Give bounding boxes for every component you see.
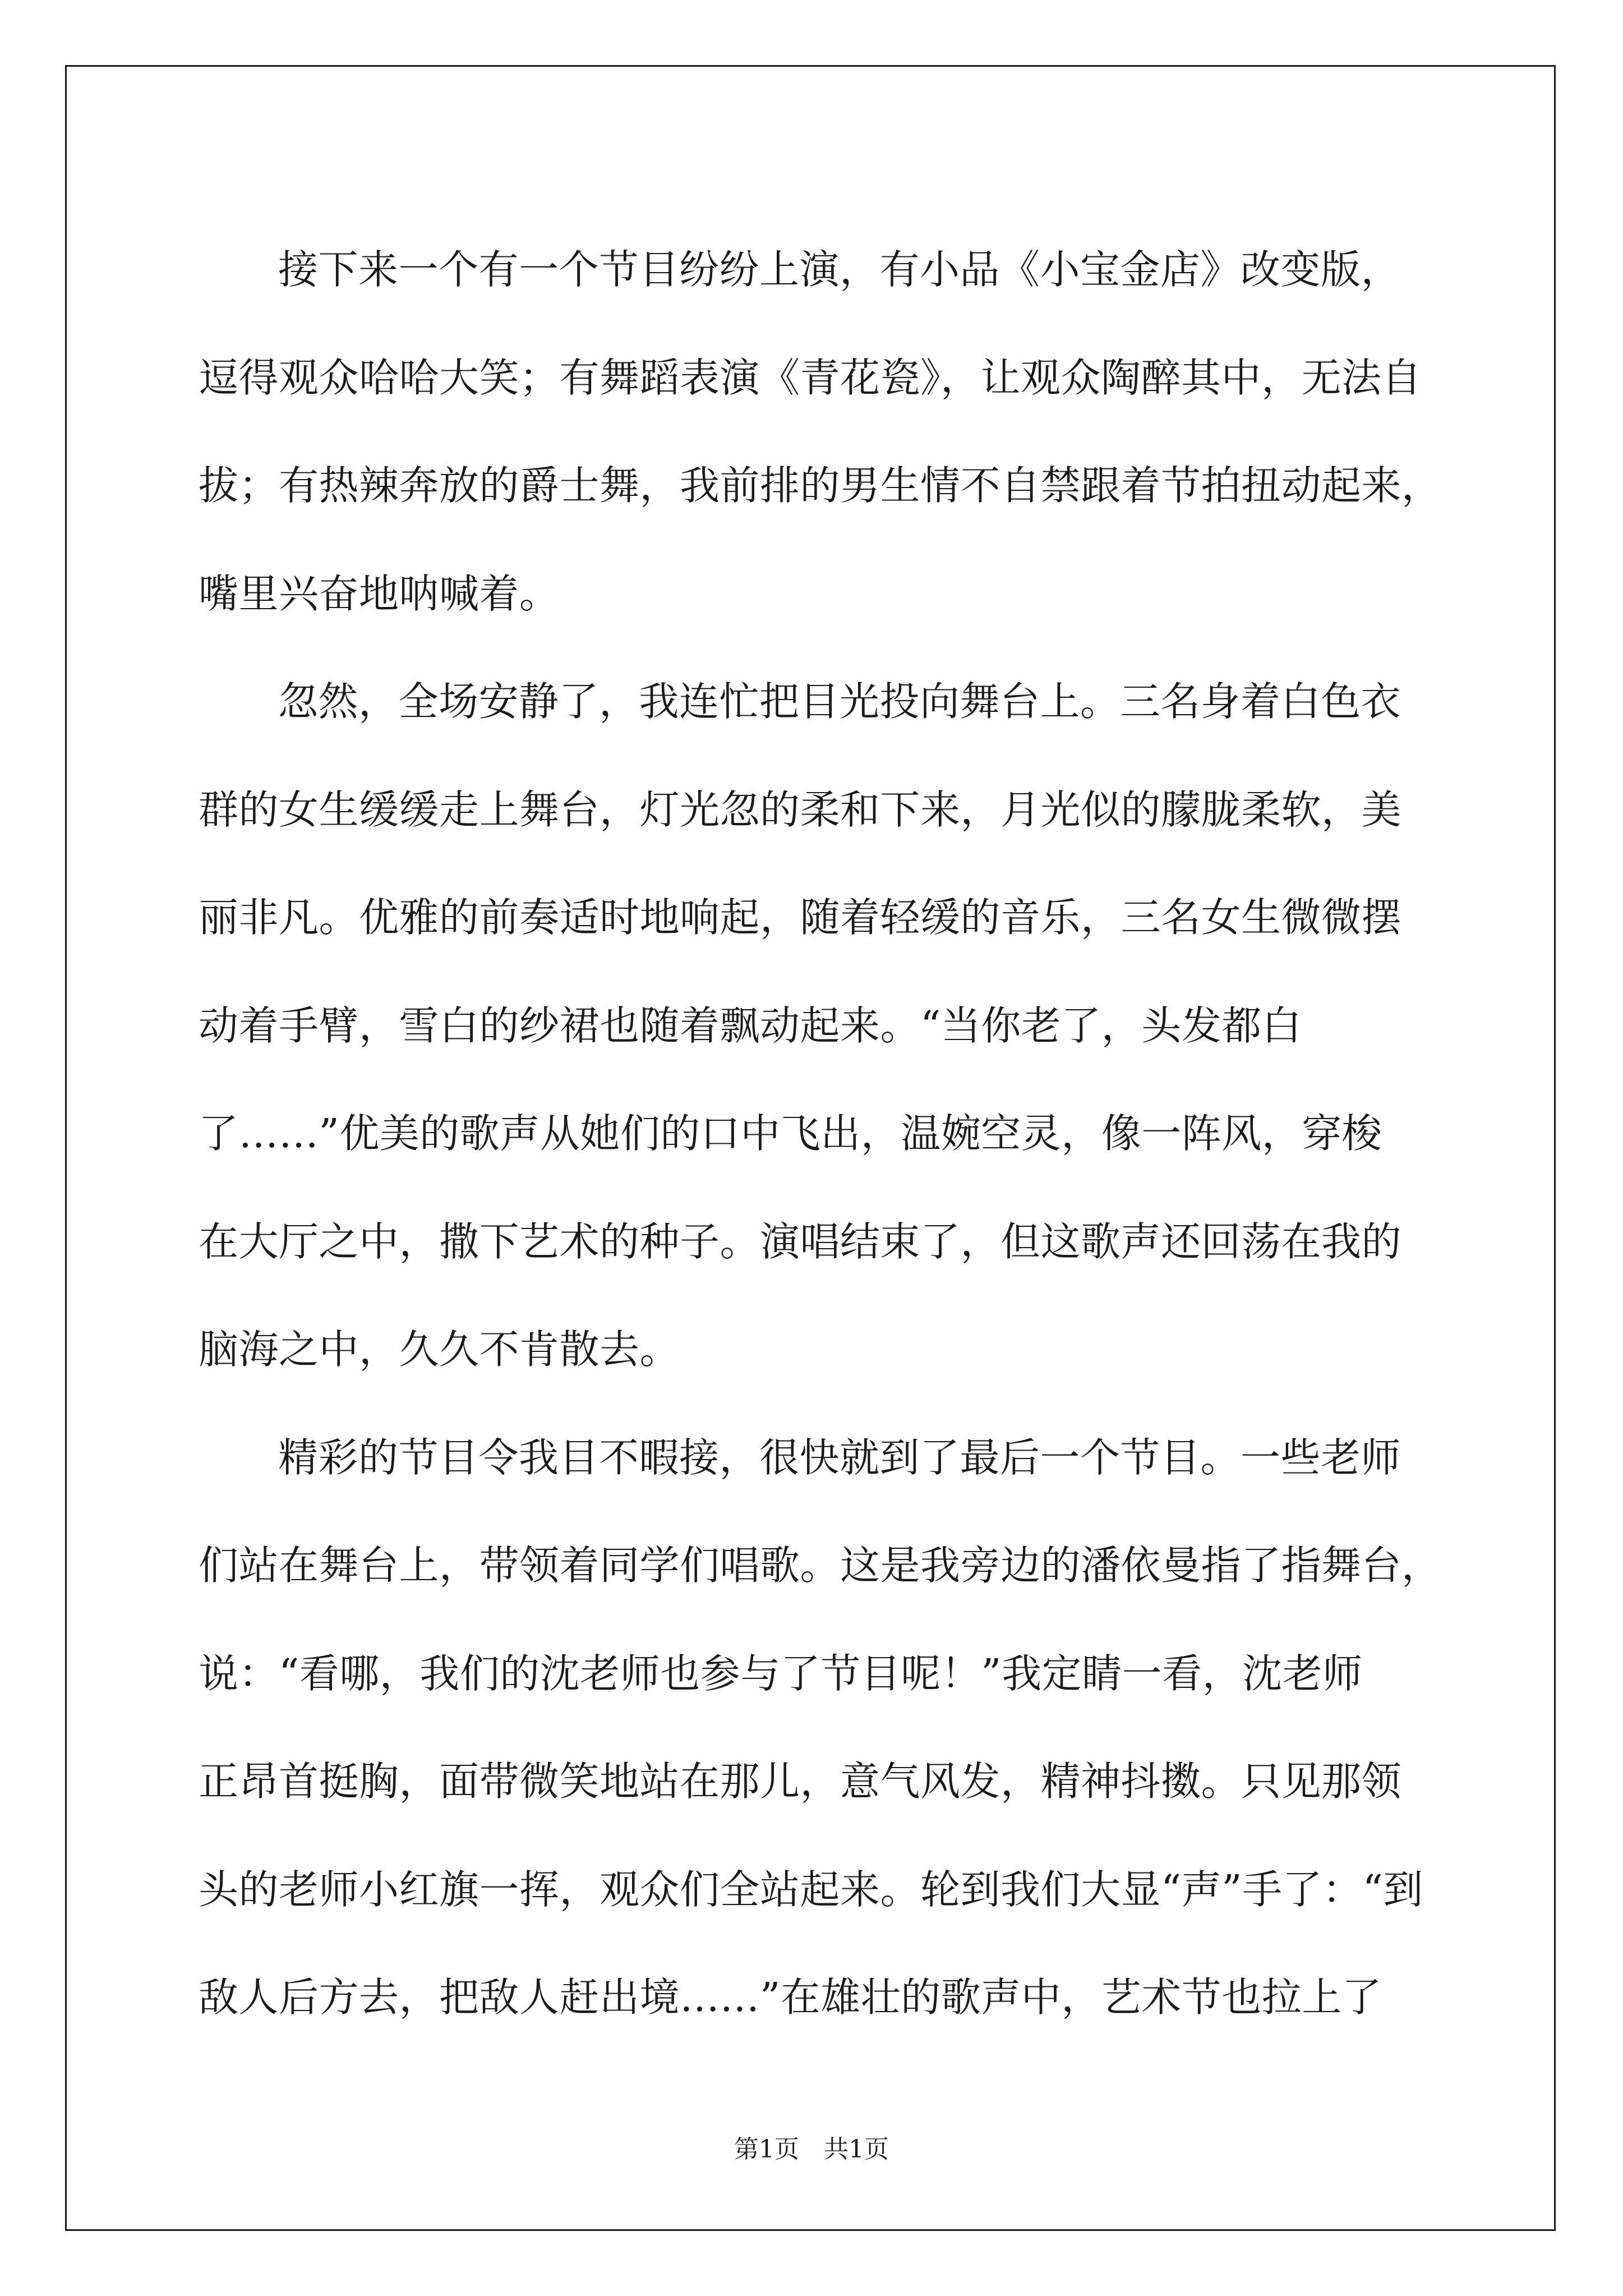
text-line: 动着手臂，雪白的纱裙也随着飘动起来。“当你老了，头发都白 — [199, 1002, 1302, 1049]
text-line: 了……”优美的歌声从她们的口中飞出，温婉空灵，像一阵风，穿梭 — [199, 1110, 1382, 1157]
text-line: 们站在舞台上，带领着同学们唱歌。这是我旁边的潘依曼指了指舞台， — [199, 1542, 1442, 1589]
document-body — [199, 216, 1442, 2052]
text-line: 嘴里兴奋地呐喊着。 — [199, 570, 560, 617]
text-line: 丽非凡。优雅的前奏适时地响起，随着轻缓的音乐，三名女生微微摆 — [199, 894, 1402, 941]
text-line: 精彩的节目令我目不暇接，很快就到了最后一个节目。一些老师 — [278, 1434, 1401, 1481]
text-line: 忽然，全场安静了，我连忙把目光投向舞台上。三名身着白色衣 — [278, 678, 1401, 725]
text-line: 正昂首挺胸，面带微笑地站在那儿，意气风发，精神抖擞。只见那领 — [199, 1758, 1402, 1805]
page-number: 第1页 共1页 — [734, 2135, 889, 2164]
text-line: 脑海之中，久久不肯散去。 — [199, 1326, 680, 1373]
text-line: 群的女生缓缓走上舞台，灯光忽的柔和下来，月光似的朦胧柔软，美 — [199, 786, 1402, 833]
text-line: 头的老师小红旗一挥，观众们全站起来。轮到我们大显“声”手了：“到 — [199, 1866, 1423, 1913]
text-line: 逗得观众哈哈大笑；有舞蹈表演《青花瓷》，让观众陶醉其中，无法自 — [199, 354, 1422, 401]
text-line: 敌人后方去，把敌人赶出境……”在雄壮的歌声中，艺术节也拉上了 — [199, 1974, 1382, 2021]
text-line: 接下来一个有一个节目纷纷上演，有小品《小宝金店》改变版， — [278, 246, 1401, 293]
text-line: 在大厅之中，撒下艺术的种子。演唱结束了，但这歌声还回荡在我的 — [199, 1218, 1402, 1265]
text-line: 说：“看哪，我们的沈老师也参与了节目呢！”我定睛一看，沈老师 — [199, 1650, 1363, 1697]
text-line: 拔；有热辣奔放的爵士舞，我前排的男生情不自禁跟着节拍扭动起来， — [199, 462, 1442, 509]
